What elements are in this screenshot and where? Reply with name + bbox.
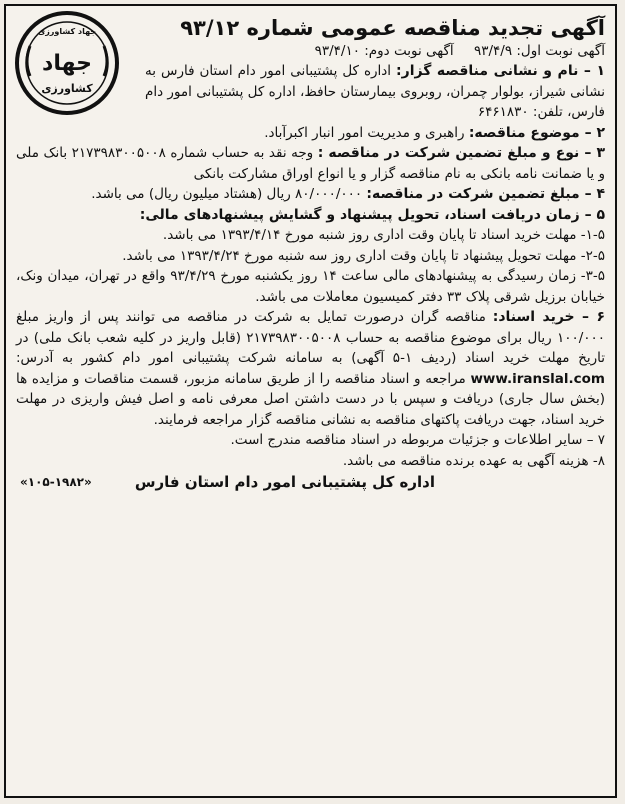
section-5 [16,205,605,226]
section-6 [16,307,605,430]
section-6-text-b: مراجعه و اسناد مناقصه را از طریق سامانه مزبور، قسمت مناقصات و مزایده ها (بخش سال جاری) دریافت و سپس با در دست داشتن اصل معرفی نامه و اصل فیش واریزی در مهلت خرید اسناد، جهت دریافت پاکتهای مناقصه به نشانی مناقصه گزار مراجعه فرمایند. [16,370,605,428]
section-6-text-a: مناقصه گران درصورت تمایل به شرکت در مناقصه می توانند پس از واریز مبلغ ۱۰۰/۰۰۰ ریال برای موضوع مناقصه به حساب ۲۱۷۳۹۸۳۰۰۵۰۰۸ (قابل واریز در کلیه شعب بانک ملی) در تاریخ مهلت خرید اسناد (ردیف ۱-۵ آگهی) به سامانه شرکت پشتیبانی امور دام کشور به آدرس: [16,309,605,366]
section-1-label: ۱ – نام و نشانی مناقصه گزار: [396,63,605,79]
ad-code: «۱۰۵-۱۹۸۲» [20,475,92,489]
section-7: ۷ – سایر اطلاعات و جزئیات مربوطه در اسناد مناقصه مندرج است. [230,432,605,448]
section-6-label: ۶ – خرید اسناد: [492,309,606,325]
section-8: ۸- هزینه آگهی به عهده برنده مناقصه می باشد. [342,452,605,469]
advertisement-body [16,14,605,790]
section-2 [16,123,605,144]
section-3-label: ۳ – نوع و مبلغ تضمین شرکت در مناقصه : [317,145,605,161]
section-4-label: ۴ – مبلغ تضمین شرکت در مناقصه: [366,186,605,202]
section-1-text: اداره کل پشتیبانی امور دام استان فارس به نشانی شیراز، بولوار چمران، روبروی بیمارستان حافظ، اداره کل پشتیبانی امور دام فارس، تلفن: ۶۴۶۱۸۳۰ [145,63,605,120]
footer [16,473,605,495]
svg-text:جهاد: جهاد [42,51,92,76]
section-5-item-1: ۱-۵- مهلت خرید اسناد تا پایان وقت اداری روز شنبه مورخ ۱۳۹۳/۴/۱۴ می باشد. [162,227,605,243]
section-2-text: راهبری و مدیریت امور انبار اکبرآباد. [264,124,465,141]
section-5-item-2: ۲-۵- مهلت تحویل پیشنهاد تا پایان وقت اداری روز سه شنبه مورخ ۱۳۹۳/۴/۲۴ می باشد. [122,247,605,264]
section-4-text: ۸۰/۰۰۰/۰۰۰ ریال (هشتاد میلیون ریال) می باشد. [91,186,363,202]
ad-title: آگهی تجدید مناقصه عمومی شماره ۹۳/۱۲ [180,16,605,40]
section-5-label: ۵ – زمان دریافت اسناد، تحویل پیشنهاد و گشایش پیشنهادهای مالی: [139,206,605,223]
section-1 [145,61,605,123]
section-5-item-3: ۳-۵- زمان رسیدگی به پیشنهادهای مالی ساعت ۱۴ روز یکشنبه مورخ ۹۳/۴/۲۹ واقع در تهران، میدان ونک، خیابان برزیل شرقی پلاک ۳۳ دفتر کمیسیون معاملات می باشد. [16,268,605,305]
website-link[interactable]: www.iranslal.com [470,370,605,387]
footer-signature: اداره کل پشتیبانی امور دام استان فارس [134,473,435,491]
first-publication-date: آگهی نوبت اول: ۹۳/۴/۹ [473,43,605,59]
section-4 [16,184,605,205]
second-publication-date: آگهی نوبت دوم: ۹۳/۴/۱۰ [314,43,454,59]
advertisement-frame [4,4,617,798]
svg-text:جهاد کشاورزی: جهاد کشاورزی [37,27,97,36]
section-3-text: وجه نقد به حساب شماره ۲۱۷۳۹۸۳۰۰۵۰۰۸ بانک ملی و یا ضمانت نامه بانکی به نام مناقصه گزار و یا انواع اوراق مشارکت بانکی [16,145,605,182]
section-2-label: ۲ – موضوع مناقصه: [468,124,605,141]
section-3 [16,143,605,184]
publication-dates [145,42,605,61]
svg-text:کشاورزی: کشاورزی [41,82,93,95]
